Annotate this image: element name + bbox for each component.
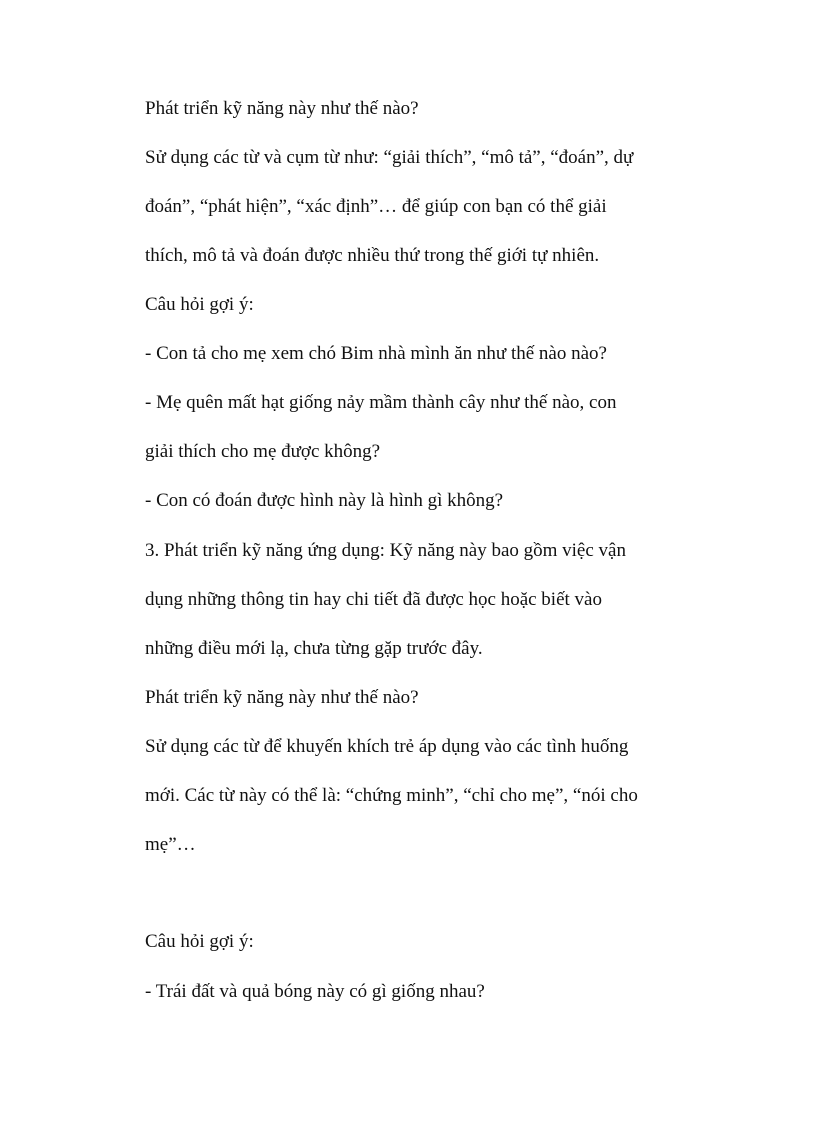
text-line: - Mẹ quên mất hạt giống nảy mầm thành cây như thế nào, con [145,392,617,413]
text-line: thích, mô tả và đoán được nhiều thứ trong thế giới tự nhiên. [145,245,600,266]
text-line: Sử dụng các từ và cụm từ như: “giải thích”, “mô tả”, “đoán”, dự [145,147,634,168]
text-line: Câu hỏi gợi ý: [145,931,254,952]
text-line: Phát triển kỹ năng này như thế nào? [145,687,419,708]
text-line: mới. Các từ này có thể là: “chứng minh”, “chỉ cho mẹ”, “nói cho [145,785,638,806]
text-line: - Con tả cho mẹ xem chó Bim nhà mình ăn như thế nào nào? [145,343,607,364]
text-line: những điều mới lạ, chưa từng gặp trước đây. [145,638,483,659]
text-line: giải thích cho mẹ được không? [145,441,381,462]
text-line: dụng những thông tin hay chi tiết đã được học hoặc biết vào [145,589,602,610]
text-line: đoán”, “phát hiện”, “xác định”… để giúp con bạn có thể giải [145,196,607,217]
text-line: - Trái đất và quả bóng này có gì giống nhau? [145,981,485,1002]
text-line: 3. Phát triển kỹ năng ứng dụng: Kỹ năng này bao gồm việc vận [145,540,626,561]
text-line: Câu hỏi gợi ý: [145,294,254,315]
text-line: mẹ”… [145,834,196,855]
text-line: Sử dụng các từ để khuyến khích trẻ áp dụng vào các tình huống [145,736,629,757]
text-line: Phát triển kỹ năng này như thế nào? [145,98,419,119]
text-line: - Con có đoán được hình này là hình gì không? [145,490,504,511]
